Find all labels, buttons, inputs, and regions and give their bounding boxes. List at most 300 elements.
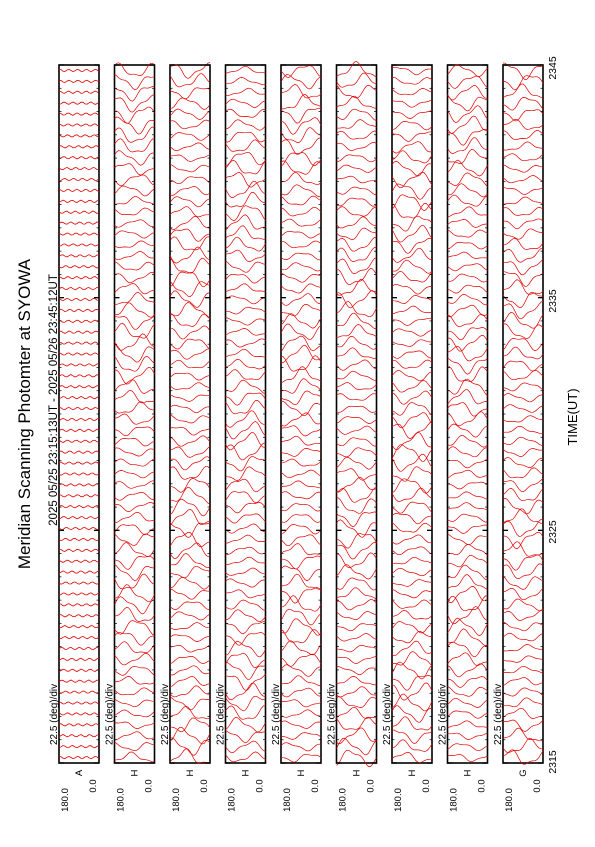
trace-line (59, 604, 99, 606)
trace-line (281, 66, 321, 78)
trace-line (392, 730, 432, 744)
trace-line (448, 106, 488, 123)
trace-line (448, 744, 488, 751)
scale-label: 22.5 (deg)/div (271, 683, 282, 745)
trace-line (59, 680, 99, 682)
trace-line (392, 600, 432, 609)
trace-line (281, 379, 321, 393)
trace-line (448, 219, 488, 227)
trace-line (337, 291, 377, 308)
trace-line (392, 557, 432, 564)
trace-line (281, 161, 321, 174)
trace-line (226, 467, 266, 481)
trace-line (337, 717, 377, 729)
trace-line (392, 132, 432, 142)
trace-line (337, 258, 377, 274)
trace-line (448, 664, 488, 677)
trace-line (115, 262, 155, 270)
trace-line (59, 342, 99, 344)
channel-label: H (407, 769, 418, 777)
trace-line (170, 718, 210, 732)
trace-line (170, 216, 210, 229)
trace-line (59, 713, 99, 715)
scale-label: 22.5 (deg)/div (326, 683, 338, 745)
trace-line (392, 111, 432, 119)
trace-line (392, 622, 432, 634)
trace-line (170, 589, 210, 600)
trace-line (59, 80, 99, 82)
trace-line (115, 241, 155, 248)
trace-line (59, 113, 99, 115)
trace-line (448, 207, 488, 217)
x-axis-label: TIME(UT) (565, 388, 580, 446)
trace-line (392, 77, 432, 84)
trace-line (281, 391, 321, 405)
trace-line (226, 66, 266, 73)
trace-line (170, 272, 210, 287)
trace-line (392, 488, 432, 501)
trace-line (59, 756, 99, 758)
scale-label: 22.5 (deg)/div (104, 683, 116, 745)
trace-line (115, 722, 155, 729)
trace-line (170, 623, 210, 630)
trace-line (392, 172, 432, 188)
trace-line (226, 400, 266, 413)
trace-line (281, 710, 321, 718)
trace-line (448, 754, 488, 761)
trace-line (59, 255, 99, 257)
trace-line (115, 666, 155, 675)
trace-line (226, 261, 266, 272)
trace-line (281, 108, 321, 123)
trace-line (392, 683, 432, 700)
trace-line (448, 379, 488, 396)
trace-line (59, 364, 99, 366)
trace-line (226, 370, 266, 380)
trace-line (448, 565, 488, 580)
trace-line (503, 293, 543, 308)
trace-line (226, 422, 266, 440)
trace-line (448, 264, 488, 271)
trace-line (170, 143, 210, 151)
trace-line (281, 574, 321, 589)
trace-line (503, 154, 543, 161)
trace-line (337, 109, 377, 120)
trace-line (337, 687, 377, 697)
trace-line (59, 745, 99, 747)
trace-line (226, 152, 266, 165)
trace-line (115, 252, 155, 260)
y-tick-label: 0.0 (476, 779, 488, 793)
y-tick-label: 180.0 (282, 788, 293, 812)
trace-line (503, 479, 543, 492)
trace-line (337, 360, 377, 370)
trace-line (226, 568, 266, 575)
trace-line (281, 588, 321, 604)
trace-line (503, 347, 543, 359)
trace-line (503, 449, 543, 457)
trace-line (59, 320, 99, 322)
trace-line (226, 329, 266, 336)
trace-line (337, 207, 377, 217)
trace-line (281, 426, 321, 436)
trace-line (170, 120, 210, 129)
trace-line (170, 349, 210, 359)
trace-line (448, 482, 488, 489)
trace-line (281, 336, 321, 352)
trace-line (59, 615, 99, 617)
panel (271, 65, 321, 812)
trace-line (115, 284, 155, 294)
trace-line (226, 622, 266, 634)
y-tick-label: 0.0 (421, 779, 432, 793)
trace-line (170, 479, 210, 493)
trace-line (226, 160, 266, 174)
trace-line (170, 302, 210, 318)
trace-line (392, 203, 432, 218)
trace-line (281, 733, 321, 740)
trace-line (115, 231, 155, 238)
trace-line (281, 207, 321, 216)
trace-line (226, 173, 266, 188)
trace-line (226, 674, 266, 690)
trace-line (226, 77, 266, 84)
trace-line (59, 102, 99, 104)
trace-line (281, 401, 321, 416)
trace-line (226, 717, 266, 732)
trace-line (337, 143, 377, 151)
trace-line (337, 406, 377, 412)
trace-line (503, 426, 543, 434)
trace-line (503, 165, 543, 173)
trace-line (337, 217, 377, 228)
trace-line (392, 631, 432, 643)
trace-line (281, 173, 321, 185)
trace-line (59, 440, 99, 442)
trace-line (337, 542, 377, 559)
trace-line (59, 277, 99, 279)
trace-line (170, 523, 210, 538)
trace-line (503, 750, 543, 765)
trace-line (281, 459, 321, 466)
trace-line (170, 109, 210, 120)
trace-line (115, 208, 155, 215)
trace-line (392, 306, 432, 314)
trace-line (59, 484, 99, 486)
trace-line (392, 568, 432, 576)
panel (160, 62, 210, 811)
trace-line (281, 688, 321, 697)
trace-line (170, 509, 210, 526)
trace-line (337, 165, 377, 173)
trace-line (503, 678, 543, 686)
trace-line (392, 195, 432, 211)
trace-line (337, 73, 377, 87)
trace-line (115, 502, 155, 511)
trace-line (281, 700, 321, 707)
panel (382, 65, 432, 812)
trace-line (448, 733, 488, 740)
trace-line (448, 390, 488, 405)
trace-line (503, 383, 543, 391)
trace-line (448, 305, 488, 317)
trace-line (226, 633, 266, 646)
trace-line (115, 556, 155, 569)
trace-line (115, 175, 155, 186)
trace-line (59, 167, 99, 169)
trace-line (115, 293, 155, 305)
trace-line (392, 296, 432, 304)
trace-line (115, 220, 155, 228)
trace-line (59, 200, 99, 202)
trace-line (392, 329, 432, 336)
trace-line (503, 576, 543, 590)
trace-line (503, 110, 543, 121)
trace-line (115, 574, 155, 589)
trace-line (170, 602, 210, 610)
trace-line (115, 74, 155, 90)
trace-line (170, 645, 210, 652)
trace-line (392, 752, 432, 762)
trace-line (448, 618, 488, 636)
channel-label: G (518, 769, 529, 777)
trace-line (392, 547, 432, 555)
trace-line (503, 416, 543, 422)
trace-line (337, 448, 377, 457)
trace-line (226, 307, 266, 314)
trace-line (115, 607, 155, 621)
trace-line (281, 665, 321, 677)
trace-line (281, 153, 321, 166)
trace-line (337, 131, 377, 139)
y-tick-label: 180.0 (448, 788, 460, 812)
trace-line (392, 360, 432, 368)
trace-line (115, 345, 155, 362)
trace-line (115, 512, 155, 522)
trace-line (226, 339, 266, 347)
trace-line (392, 502, 432, 513)
trace-line (170, 237, 210, 250)
trace-line (392, 513, 432, 524)
trace-line (337, 457, 377, 469)
trace-line (448, 403, 488, 416)
trace-line (392, 248, 432, 262)
x-tick-label: 2335 (547, 289, 559, 313)
trace-line (170, 207, 210, 217)
trace-line (392, 142, 432, 154)
trace-line (392, 161, 432, 176)
trace-line (226, 120, 266, 131)
panel (327, 62, 377, 812)
trace-line (503, 720, 543, 732)
trace-line (503, 542, 543, 557)
trace-line (115, 752, 155, 762)
trace-line (281, 492, 321, 499)
trace-line (337, 120, 377, 129)
trace-line (448, 328, 488, 340)
trace-line (281, 676, 321, 686)
trace-line (281, 504, 321, 511)
trace-line (59, 375, 99, 377)
trace-line (448, 230, 488, 237)
trace-line (281, 185, 321, 197)
trace-line (170, 383, 210, 390)
trace-line (281, 314, 321, 329)
trace-line (503, 728, 543, 741)
trace-line (337, 667, 377, 675)
trace-line (59, 527, 99, 529)
trace-line (503, 229, 543, 240)
trace-line (503, 708, 543, 718)
trace-line (170, 165, 210, 172)
trace-line (59, 233, 99, 235)
trace-line (392, 67, 432, 75)
trace-line (59, 702, 99, 704)
trace-line (281, 294, 321, 306)
trace-line (448, 503, 488, 510)
trace-line (59, 429, 99, 431)
y-tick-label: 180.0 (504, 788, 515, 812)
trace-line (115, 534, 155, 546)
trace-line (392, 694, 432, 711)
trace-line (170, 88, 210, 99)
trace-line (170, 405, 210, 413)
trace-line (503, 458, 543, 468)
channel-label: H (129, 769, 141, 777)
trace-line (226, 524, 266, 533)
trace-line (503, 188, 543, 195)
trace-line (503, 555, 543, 570)
trace-line (448, 470, 488, 478)
trace-line (281, 356, 321, 372)
trace-line (337, 336, 377, 349)
trace-line (59, 418, 99, 420)
channel-label: A (74, 769, 85, 777)
trace-line (337, 155, 377, 162)
trace-line (392, 706, 432, 723)
trace-line (170, 177, 210, 184)
trace-line (226, 318, 266, 326)
trace-line (503, 207, 543, 215)
trace-line (448, 607, 488, 624)
trace-line (59, 69, 99, 71)
trace-line (448, 677, 488, 688)
trace-line (226, 683, 266, 700)
trace-line (503, 248, 543, 262)
trace-line (115, 323, 155, 338)
trace-line (448, 575, 488, 590)
trace-line (503, 119, 543, 129)
trace-line (59, 473, 99, 475)
trace-line (170, 612, 210, 620)
trace-line (337, 248, 377, 262)
trace-line (226, 284, 266, 292)
trace-line (503, 142, 543, 150)
trace-line (59, 560, 99, 562)
trace-line (281, 253, 321, 260)
trace-line (115, 107, 155, 123)
y-tick-label: 0.0 (310, 779, 321, 793)
trace-line (503, 622, 543, 631)
trace-line (337, 237, 377, 251)
panel (216, 65, 266, 812)
x-tick-label: 2345 (547, 56, 559, 80)
trace-line (115, 710, 155, 717)
trace-line (503, 361, 543, 371)
trace-line (392, 454, 432, 471)
trace-line (337, 645, 377, 652)
trace-line (337, 228, 377, 240)
channel-label: H (296, 769, 307, 777)
trace-line (392, 445, 432, 462)
trace-line (226, 274, 266, 283)
trace-line (448, 642, 488, 657)
trace-line (392, 422, 432, 439)
trace-line (59, 287, 99, 289)
y-tick-label: 180.0 (115, 788, 127, 812)
trace-line (281, 754, 321, 762)
panel-frame (170, 65, 210, 763)
trace-line (448, 346, 488, 361)
trace-line (59, 549, 99, 551)
trace-line (448, 274, 488, 282)
chart-title: Meridian Scanning Photomter at SYOWA (15, 258, 34, 570)
trace-line (337, 728, 377, 744)
trace-line (281, 74, 321, 89)
trace-line (59, 495, 99, 497)
trace-line (115, 414, 155, 424)
trace-line (281, 219, 321, 226)
trace-line (392, 370, 432, 381)
trace-line (448, 492, 488, 499)
trace-line (337, 565, 377, 580)
trace-line (115, 642, 155, 653)
trace-line (170, 686, 210, 697)
trace-line (59, 669, 99, 671)
trace-line (59, 309, 99, 311)
trace-line (337, 302, 377, 317)
trace-line (59, 636, 99, 638)
trace-line (281, 448, 321, 456)
trace-line (59, 244, 99, 246)
trace-line (59, 571, 99, 573)
trace-line (448, 76, 488, 88)
trace-line (115, 356, 155, 371)
trace-line (170, 577, 210, 589)
trace-line (337, 600, 377, 610)
trace-line (448, 596, 488, 611)
trace-line (59, 222, 99, 224)
trace-line (392, 479, 432, 494)
trace-line (170, 635, 210, 642)
trace-line (448, 242, 488, 249)
y-tick-label: 180.0 (226, 788, 238, 812)
trace-line (115, 543, 155, 557)
trace-line (503, 509, 543, 525)
trace-line (170, 326, 210, 339)
panels-group (49, 62, 543, 812)
trace-line (170, 427, 210, 435)
trace-line (115, 676, 155, 684)
trace-line (503, 219, 543, 229)
trace-line (503, 97, 543, 110)
trace-line (281, 481, 321, 488)
trace-line (226, 514, 266, 523)
trace-line (337, 426, 377, 434)
trace-line (503, 259, 543, 275)
trace-line (226, 557, 266, 564)
trace-line (59, 396, 99, 398)
